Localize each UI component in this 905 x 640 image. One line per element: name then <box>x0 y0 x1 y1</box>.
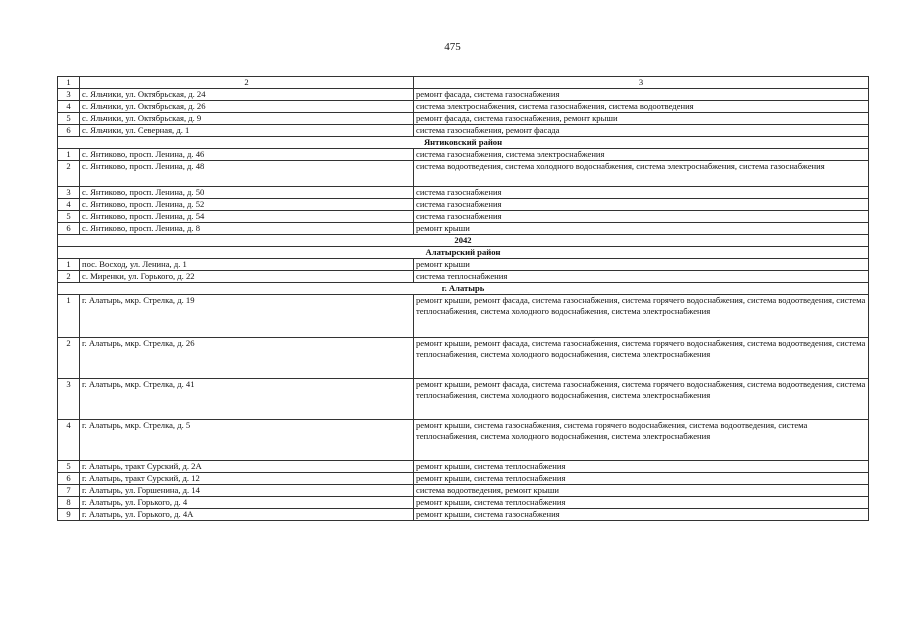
row-works: ремонт крыши, система газоснабжения, система горячего водоснабжения, система водоотведения, система теплоснабжения, система холодного водоснабжения, система электроснабжения <box>414 420 869 461</box>
section-row <box>58 247 869 259</box>
row-address: с. Янтиково, просп. Ленина, д. 8 <box>80 223 414 235</box>
table-row <box>58 379 869 420</box>
table-row <box>58 199 869 211</box>
row-works: ремонт крыши <box>414 223 869 235</box>
row-works: ремонт крыши, ремонт фасада, система газоснабжения, система горячего водоснабжения, система водоотведения, система теплоснабжения, система холодного водоснабжения, система электроснабжения <box>414 379 869 420</box>
row-number: 3 <box>58 187 80 199</box>
row-address: с. Янтиково, просп. Ленина, д. 48 <box>80 161 414 187</box>
row-works: ремонт крыши, система теплоснабжения <box>414 497 869 509</box>
table-body <box>58 89 869 521</box>
row-works: система газоснабжения, ремонт фасада <box>414 125 869 137</box>
row-works: ремонт фасада, система газоснабжения, ремонт крыши <box>414 113 869 125</box>
row-address: с. Янтиково, просп. Ленина, д. 52 <box>80 199 414 211</box>
table-row <box>58 259 869 271</box>
row-number: 9 <box>58 509 80 521</box>
row-works: система водоотведения, система холодного водоснабжения, система электроснабжения, система газоснабжения <box>414 161 869 187</box>
row-address: с. Янтиково, просп. Ленина, д. 54 <box>80 211 414 223</box>
row-number: 6 <box>58 473 80 485</box>
section-row <box>58 137 869 149</box>
row-works: ремонт крыши, система газоснабжения <box>414 509 869 521</box>
table-row <box>58 89 869 101</box>
row-address: г. Алатырь, мкр. Стрелка, д. 26 <box>80 338 414 379</box>
table-row <box>58 211 869 223</box>
row-address: г. Алатырь, тракт Сурский, д. 2А <box>80 461 414 473</box>
row-works: система газоснабжения, система электроснабжения <box>414 149 869 161</box>
row-works: система газоснабжения <box>414 211 869 223</box>
row-works: ремонт крыши, ремонт фасада, система газоснабжения, система горячего водоснабжения, система водоотведения, система теплоснабжения, система холодного водоснабжения, система электроснабжения <box>414 295 869 338</box>
row-address: с. Яльчики, ул. Октябрьская, д. 24 <box>80 89 414 101</box>
table-row <box>58 113 869 125</box>
row-address: с. Янтиково, просп. Ленина, д. 50 <box>80 187 414 199</box>
row-address: г. Алатырь, ул. Горького, д. 4А <box>80 509 414 521</box>
row-works: система газоснабжения <box>414 187 869 199</box>
table-row <box>58 271 869 283</box>
table-row <box>58 497 869 509</box>
section-title: 2042 <box>58 235 869 247</box>
table-row <box>58 187 869 199</box>
section-title: Янтиковский район <box>58 137 869 149</box>
section-row <box>58 283 869 295</box>
table-row <box>58 420 869 461</box>
row-number: 5 <box>58 461 80 473</box>
row-address: г. Алатырь, тракт Сурский, д. 12 <box>80 473 414 485</box>
row-works: система теплоснабжения <box>414 271 869 283</box>
row-number: 2 <box>58 271 80 283</box>
row-number: 7 <box>58 485 80 497</box>
table-row <box>58 295 869 338</box>
row-works: ремонт крыши, система теплоснабжения <box>414 473 869 485</box>
works-table <box>57 76 869 521</box>
row-number: 4 <box>58 199 80 211</box>
row-works: ремонт фасада, система газоснабжения <box>414 89 869 101</box>
table-row <box>58 125 869 137</box>
row-works: система электроснабжения, система газоснабжения, система водоотведения <box>414 101 869 113</box>
header-cell-works: 3 <box>414 77 869 89</box>
table-row <box>58 509 869 521</box>
row-number: 8 <box>58 497 80 509</box>
row-address: с. Яльчики, ул. Октябрьская, д. 9 <box>80 113 414 125</box>
table-row <box>58 485 869 497</box>
row-number: 4 <box>58 101 80 113</box>
row-address: г. Алатырь, мкр. Стрелка, д. 5 <box>80 420 414 461</box>
table-row <box>58 461 869 473</box>
table-row <box>58 161 869 187</box>
table-row <box>58 101 869 113</box>
row-number: 6 <box>58 223 80 235</box>
row-address: г. Алатырь, мкр. Стрелка, д. 41 <box>80 379 414 420</box>
row-number: 4 <box>58 420 80 461</box>
row-number: 5 <box>58 113 80 125</box>
row-number: 2 <box>58 161 80 187</box>
row-address: г. Алатырь, мкр. Стрелка, д. 19 <box>80 295 414 338</box>
row-number: 3 <box>58 89 80 101</box>
row-works: система газоснабжения <box>414 199 869 211</box>
header-cell-number: 1 <box>58 77 80 89</box>
row-works: система водоотведения, ремонт крыши <box>414 485 869 497</box>
row-works: ремонт крыши <box>414 259 869 271</box>
table-row <box>58 149 869 161</box>
header-row <box>58 77 869 89</box>
table-row <box>58 223 869 235</box>
row-address: с. Миренки, ул. Горького, д. 22 <box>80 271 414 283</box>
row-number: 1 <box>58 295 80 338</box>
header-cell-address: 2 <box>80 77 414 89</box>
table-row <box>58 473 869 485</box>
section-title: Алатырский район <box>58 247 869 259</box>
row-number: 5 <box>58 211 80 223</box>
row-address: г. Алатырь, ул. Горького, д. 4 <box>80 497 414 509</box>
row-works: ремонт крыши, ремонт фасада, система газоснабжения, система горячего водоснабжения, система водоотведения, система теплоснабжения, система холодного водоснабжения, система электроснабжения <box>414 338 869 379</box>
row-address: пос. Восход, ул. Ленина, д. 1 <box>80 259 414 271</box>
row-address: г. Алатырь, ул. Горшенина, д. 14 <box>80 485 414 497</box>
row-number: 1 <box>58 149 80 161</box>
row-number: 2 <box>58 338 80 379</box>
row-number: 6 <box>58 125 80 137</box>
page-number: 475 <box>444 41 461 53</box>
row-address: с. Яльчики, ул. Октябрьская, д. 26 <box>80 101 414 113</box>
section-title: г. Алатырь <box>58 283 869 295</box>
row-address: с. Янтиково, просп. Ленина, д. 46 <box>80 149 414 161</box>
row-number: 3 <box>58 379 80 420</box>
row-address: с. Яльчики, ул. Северная, д. 1 <box>80 125 414 137</box>
row-works: ремонт крыши, система теплоснабжения <box>414 461 869 473</box>
row-number: 1 <box>58 259 80 271</box>
table-row <box>58 338 869 379</box>
section-row <box>58 235 869 247</box>
